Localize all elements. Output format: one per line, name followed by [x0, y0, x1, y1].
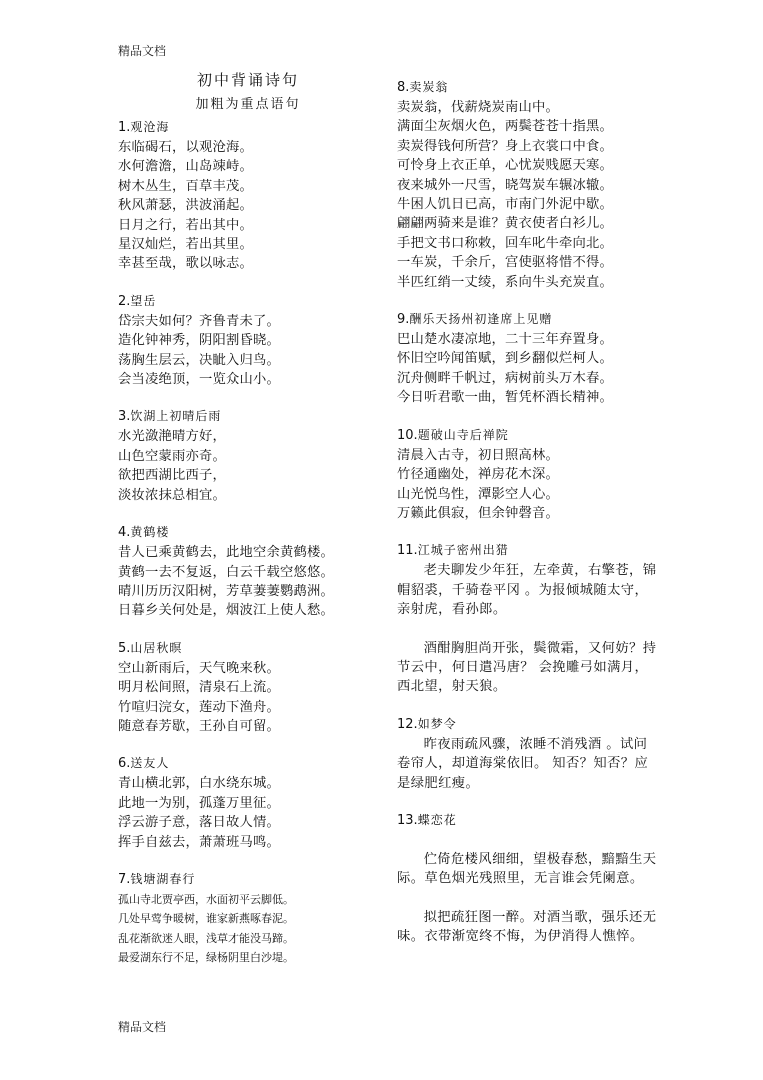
poem-line: 欲把西湖比西子， [118, 468, 226, 484]
poem-line: 竹径通幽处，禅房花木深。 [397, 467, 559, 483]
poem-line: 随意春芳歇，王孙自可留。 [118, 718, 280, 734]
poem-heading [118, 639, 378, 659]
paragraph-spacer [397, 831, 657, 850]
poem-line: 树木丛生，百草丰茂。 [118, 178, 253, 194]
poem-number: 6. [118, 756, 131, 772]
poem-heading [118, 292, 378, 312]
poem-title: 如梦令 [417, 716, 457, 731]
poem-line: 日暮乡关何处是，烟波江上使人愁。 [118, 603, 334, 619]
poem-line: 日月之行，若出其中。 [118, 217, 253, 233]
poem-line: 造化钟神秀，阴阳割昏晓。 [118, 333, 280, 349]
poem-line: 沉舟侧畔千帆过，病树前头万木春。 [397, 370, 613, 386]
right-column [397, 70, 657, 965]
paragraph-spacer [397, 620, 657, 639]
poem-block [118, 407, 378, 505]
poem-block [118, 639, 378, 737]
poem-line: 水何澹澹，山岛竦峙。 [118, 159, 253, 175]
poem-line: 满面尘灰烟火色，两鬓苍苍十指黑。 [397, 119, 613, 135]
poem-title: 饮湖上初晴后雨 [130, 409, 222, 424]
poem-heading [118, 754, 378, 774]
poem-heading [118, 523, 378, 543]
poem-line: 万籁此俱寂，但余钟磬音。 [397, 505, 559, 521]
poem-line: 清晨入古寺，初日照高林。 [397, 447, 559, 463]
poem-block [397, 811, 657, 947]
poem-block [397, 310, 657, 408]
poem-line: 岱宗夫如何？齐鲁青未了。 [118, 313, 280, 329]
poem-paragraph: 伫倚危楼风细细，望极春愁，黯黯生天际。草色烟光残照里，无言谁会凭阑意。 [397, 851, 657, 887]
poem-line: 牛困人饥日已高，市南门外泥中歇。 [397, 197, 613, 213]
poem-heading [118, 118, 378, 138]
page-footer: 精品文档 [118, 1020, 167, 1034]
poem-number: 11. [397, 543, 418, 559]
poem-number: 9. [397, 312, 410, 328]
poem-line: 浮云游子意，落日故人情。 [118, 815, 280, 831]
poem-line: 青山横北郭，白水绕东城。 [118, 776, 280, 792]
poem-title: 观沧海 [130, 120, 170, 134]
poem-line: 秋风萧瑟，洪波涌起。 [118, 198, 253, 214]
poem-heading [397, 310, 657, 330]
poem-line: 昔人已乘黄鹤去，此地空余黄鹤楼。 [118, 545, 334, 561]
poem-heading [397, 78, 657, 98]
poem-line: 卖炭翁，伐薪烧炭南山中。 [397, 100, 559, 115]
poem-number: 8. [397, 80, 410, 95]
poem-heading [397, 715, 657, 735]
poem-line: 夜来城外一尺雪，晓驾炭车辗冰辙。 [397, 177, 613, 193]
poem-line: 孤山寺北贾亭西，水面初平云脚低。 [118, 892, 294, 906]
poem-heading [397, 811, 657, 831]
poem-paragraph: 老夫聊发少年狂，左牵黄，右擎苍，锦帽貂裘，千骑卷平冈 。为报倾城随太守，亲射虎，看孙郎。 [397, 563, 657, 618]
poem-block [118, 754, 378, 852]
poem-title: 题破山寺后禅院 [417, 427, 509, 442]
poem-line: 晴川历历汉阳树，芳草萋萋鹦鹉洲。 [118, 583, 334, 599]
poem-line: 怀旧空吟闻笛赋，到乡翻似烂柯人。 [397, 351, 613, 367]
poem-line: 幸甚至哉，歌以咏志。 [118, 256, 253, 272]
poem-paragraph: 酒酣胸胆尚开张，鬓微霜，又何妨？持节云中，何日遣冯唐？ 会挽雕弓如满月，西北望，射天狼。 [397, 640, 657, 695]
poem-line: 可怜身上衣正单，心忧炭贱愿天寒。 [397, 158, 613, 174]
poem-block [397, 426, 657, 524]
poem-title: 蝶恋花 [417, 812, 457, 827]
poem-line: 山光悦鸟性，潭影空人心。 [397, 486, 559, 502]
poem-block [397, 715, 657, 793]
poem-line: 山色空蒙雨亦奇。 [118, 448, 226, 464]
poem-line: 明月松间照，清泉石上流。 [118, 680, 280, 696]
document-subtitle: 加粗为重点语句 [195, 97, 301, 112]
poem-line: 此地一为别，孤蓬万里征。 [118, 795, 280, 811]
document-title: 初中背诵诗句 [196, 71, 299, 89]
poem-line: 水光潋滟晴方好， [118, 429, 226, 445]
poem-title: 酬乐天扬州初逢席上见赠 [409, 312, 553, 327]
poem-number: 7. [118, 871, 131, 887]
poem-line: 巴山楚水凄凉地，二十三年弃置身。 [397, 332, 613, 348]
poem-block [397, 541, 657, 696]
poem-number: 2. [118, 293, 131, 309]
poem-block [118, 118, 378, 274]
poem-block [118, 292, 378, 390]
paragraph-spacer [397, 889, 657, 908]
poem-line: 卖炭得钱何所营？身上衣裳口中食。 [397, 138, 613, 154]
poem-block [118, 870, 378, 968]
poem-line: 会当凌绝顶，一览众山小。 [118, 372, 280, 388]
poem-line: 竹喧归浣女，莲动下渔舟。 [118, 699, 280, 715]
poem-paragraph: 昨夜雨疏风骤，浓睡不消残酒 。试问卷帘人，却道海棠依旧。 知否？知否？应是绿肥红瘦。 [397, 736, 649, 791]
page-header: 精品文档 [118, 44, 167, 58]
poem-number: 10. [397, 427, 418, 443]
poem-line: 挥手自兹去，萧萧班马鸣。 [118, 834, 280, 850]
poem-line: 几处早莺争暖树，谁家新燕啄春泥。 [118, 912, 294, 926]
poem-title: 卖炭翁 [409, 80, 449, 94]
poem-line: 乱花渐欲迷人眼，浅草才能没马蹄。 [118, 931, 294, 945]
poem-heading [397, 426, 657, 446]
poem-line: 最爱湖东行不足，绿杨阴里白沙堤。 [118, 951, 294, 965]
poem-line: 荡胸生层云，决眦入归鸟。 [118, 352, 280, 368]
poem-title: 江城子密州出猎 [417, 543, 509, 558]
poem-line: 手把文书口称敕，回车叱牛牵向北。 [397, 235, 613, 251]
poem-line: 东临碣石，以观沧海。 [118, 140, 253, 155]
poem-line: 翩翩两骑来是谁？黄衣使者白衫儿。 [397, 216, 613, 232]
poem-number: 3. [118, 409, 131, 425]
poem-heading [397, 541, 657, 561]
poem-title: 山居秋暝 [130, 640, 183, 655]
poem-block [397, 78, 657, 292]
poem-heading [118, 870, 378, 890]
poem-line: 一车炭，千余斤，宫使驱将惜不得。 [397, 255, 613, 271]
poem-number: 4. [118, 525, 131, 541]
poem-line: 黄鹤一去不复返，白云千载空悠悠。 [118, 564, 334, 580]
poem-line: 空山新雨后，天气晚来秋。 [118, 660, 280, 676]
poem-heading [118, 407, 378, 427]
poem-paragraph: 拟把疏狂图一醉。对酒当歌，强乐还无味。衣带渐宽终不悔，为伊消得人憔悴。 [397, 909, 657, 945]
poem-title: 黄鹤楼 [130, 525, 170, 540]
poem-number: 1. [118, 120, 131, 135]
poem-number: 5. [118, 640, 131, 656]
poem-line: 星汉灿烂，若出其里。 [118, 237, 253, 253]
poem-line: 半匹红绡一丈绫，系向牛头充炭直。 [397, 274, 613, 290]
poem-number: 12. [397, 716, 418, 732]
poem-title: 望岳 [130, 293, 157, 308]
poem-number: 13. [397, 812, 418, 828]
poem-line: 今日听君歌一曲，暂凭杯酒长精神。 [397, 390, 613, 406]
poem-line: 淡妆浓抹总相宜。 [118, 487, 226, 503]
poem-title: 送友人 [130, 756, 170, 771]
poem-block [118, 523, 378, 621]
poem-title: 钱塘湖春行 [130, 871, 196, 886]
left-column [118, 70, 378, 986]
